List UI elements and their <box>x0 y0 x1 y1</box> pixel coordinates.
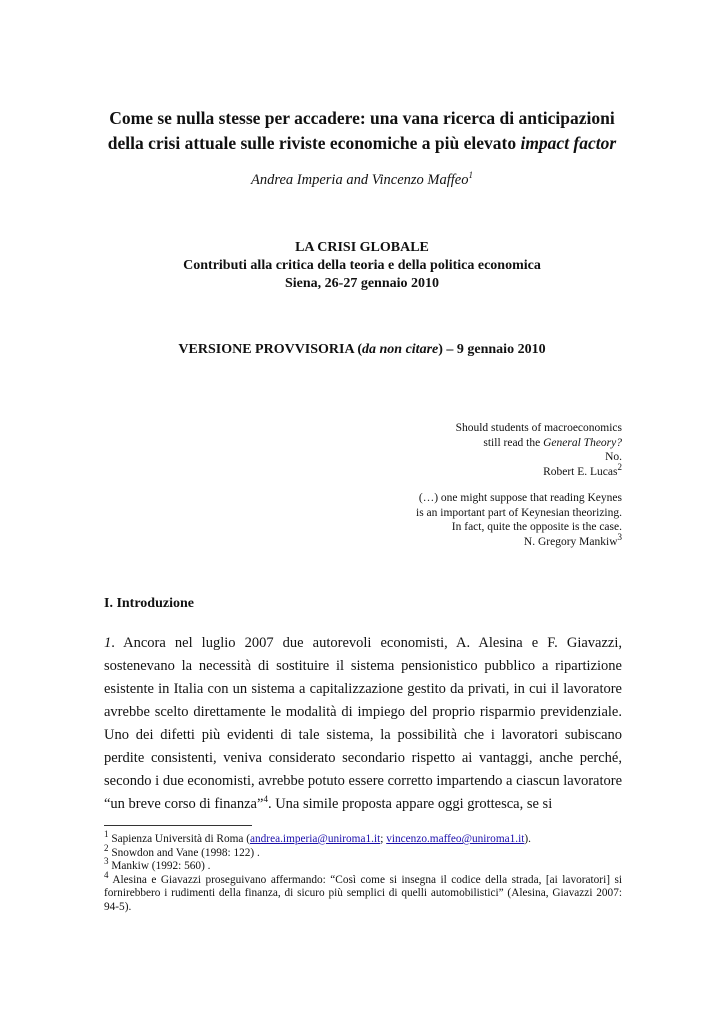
footnote-number: 1 <box>104 829 109 840</box>
footnote-text: Mankiw (1992: 560) . <box>108 860 211 872</box>
footnote-3 <box>104 856 622 874</box>
epigraph-author <box>292 461 622 480</box>
epigraph-author <box>292 531 622 550</box>
epigraph-line: (…) one might suppose that reading Keynes <box>418 492 622 504</box>
email-link-maffeo[interactable]: vincenzo.maffeo@uniroma1.it <box>386 833 525 845</box>
email-link-imperia[interactable]: andrea.imperia@uniroma1.it <box>250 833 381 845</box>
epigraph-line: In fact, quite the opposite is the case. <box>451 521 622 533</box>
authors-text: Andrea Imperia and Vincenzo Maffeo <box>251 172 469 188</box>
epigraph-author-name: N. Gregory Mankiw <box>523 535 618 548</box>
paragraph-number: 1 <box>104 635 112 651</box>
conference-subtitle: Contributi alla critica della teoria e della politica economica <box>183 258 541 273</box>
conference-name: LA CRISI GLOBALE <box>295 240 429 255</box>
version-italic: da non citare <box>362 342 439 357</box>
footnote-separator-text: ; <box>380 833 387 845</box>
footnote-text: Alesina e Giavazzi proseguivano affermando: “Così come si insegna il codice della strada, [ai lavoratori] si fornirebbero i rudimenti della finanza, di sicuro più semplici di quelli automobilistici” (Alesina, Giavazzi 2007: 94-5). <box>104 873 622 913</box>
epigraph-line-text: still read the <box>483 436 544 449</box>
footnote-1 <box>104 829 622 847</box>
footnote-number: 3 <box>104 856 109 867</box>
epigraph-author-name: Robert E. Lucas <box>543 465 618 478</box>
conference-place-date: Siena, 26-27 gennaio 2010 <box>284 276 439 291</box>
footnote-number: 2 <box>104 842 109 853</box>
footnote-separator <box>104 825 252 826</box>
epigraph-line: Should students of macroeconomics <box>455 422 622 434</box>
footnote-text: Snowdon and Vane (1998: 122) . <box>108 846 260 859</box>
paper-title <box>60 106 664 156</box>
epigraph-italic: General Theory? <box>543 436 622 449</box>
footnote-number: 4 <box>104 869 109 880</box>
paragraph-text: . Ancora nel luglio 2007 due autorevoli economisti, A. Alesina e F. Giavazzi, sostenevano la necessità di sostituire il sistema pensionistico pubblico a ripartizione esistente in Italia con un sistema a capitalizzazione gestito da privati, in cui il lavoratore avrebbe scelto direttamente le modalità di impiego del proprio risparmio previdenziale. Uno dei difetti più evidenti di tale sistema, la possibilità che i lavoratori subiscano perdite consistenti, veniva considerato secondario rispetto ai vantaggi, anche perché, secondo i due economisti, avrebbe potuto essere corretto impartendo a ciascun lavoratore “un breve corso di finanza” <box>104 635 622 812</box>
paragraph-text-continued: . Una simile proposta appare oggi grottesca, se si <box>267 796 553 812</box>
epigraph-footnote-ref: 3 <box>617 531 622 542</box>
footnote-text: Sapienza Università di Roma ( <box>108 833 250 845</box>
authors <box>60 172 664 189</box>
body-paragraph <box>104 632 622 816</box>
epigraph-line: No. <box>605 451 622 463</box>
footnote-2 <box>104 842 622 861</box>
epigraph-line: is an important part of Keynesian theorizing. <box>416 506 622 519</box>
epigraph-mankiw <box>292 491 622 549</box>
title-italic-text: impact factor <box>520 133 617 153</box>
epigraph-line <box>292 436 622 451</box>
footnote-text-end: ). <box>524 833 531 845</box>
epigraph-lucas <box>292 421 622 479</box>
epigraph-footnote-ref: 2 <box>617 461 622 472</box>
paragraph-footnote-ref: 4 <box>263 794 268 805</box>
conference-block <box>60 239 664 293</box>
version-prefix: VERSIONE PROVVISORIA ( <box>178 342 362 357</box>
title-line-1: Come se nulla stesse per accadere: una vana ricerca di anticipazioni <box>109 108 615 128</box>
footnote-4 <box>104 869 622 915</box>
footnotes <box>104 829 622 914</box>
version-notice <box>60 342 664 358</box>
section-heading: I. Introduzione <box>104 596 194 611</box>
version-suffix: ) – 9 gennaio 2010 <box>438 342 546 357</box>
title-line-2 <box>60 131 664 156</box>
authors-footnote-ref: 1 <box>468 170 473 181</box>
title-line-2-text: della crisi attuale sulle riviste economiche a più elevato <box>107 133 521 153</box>
